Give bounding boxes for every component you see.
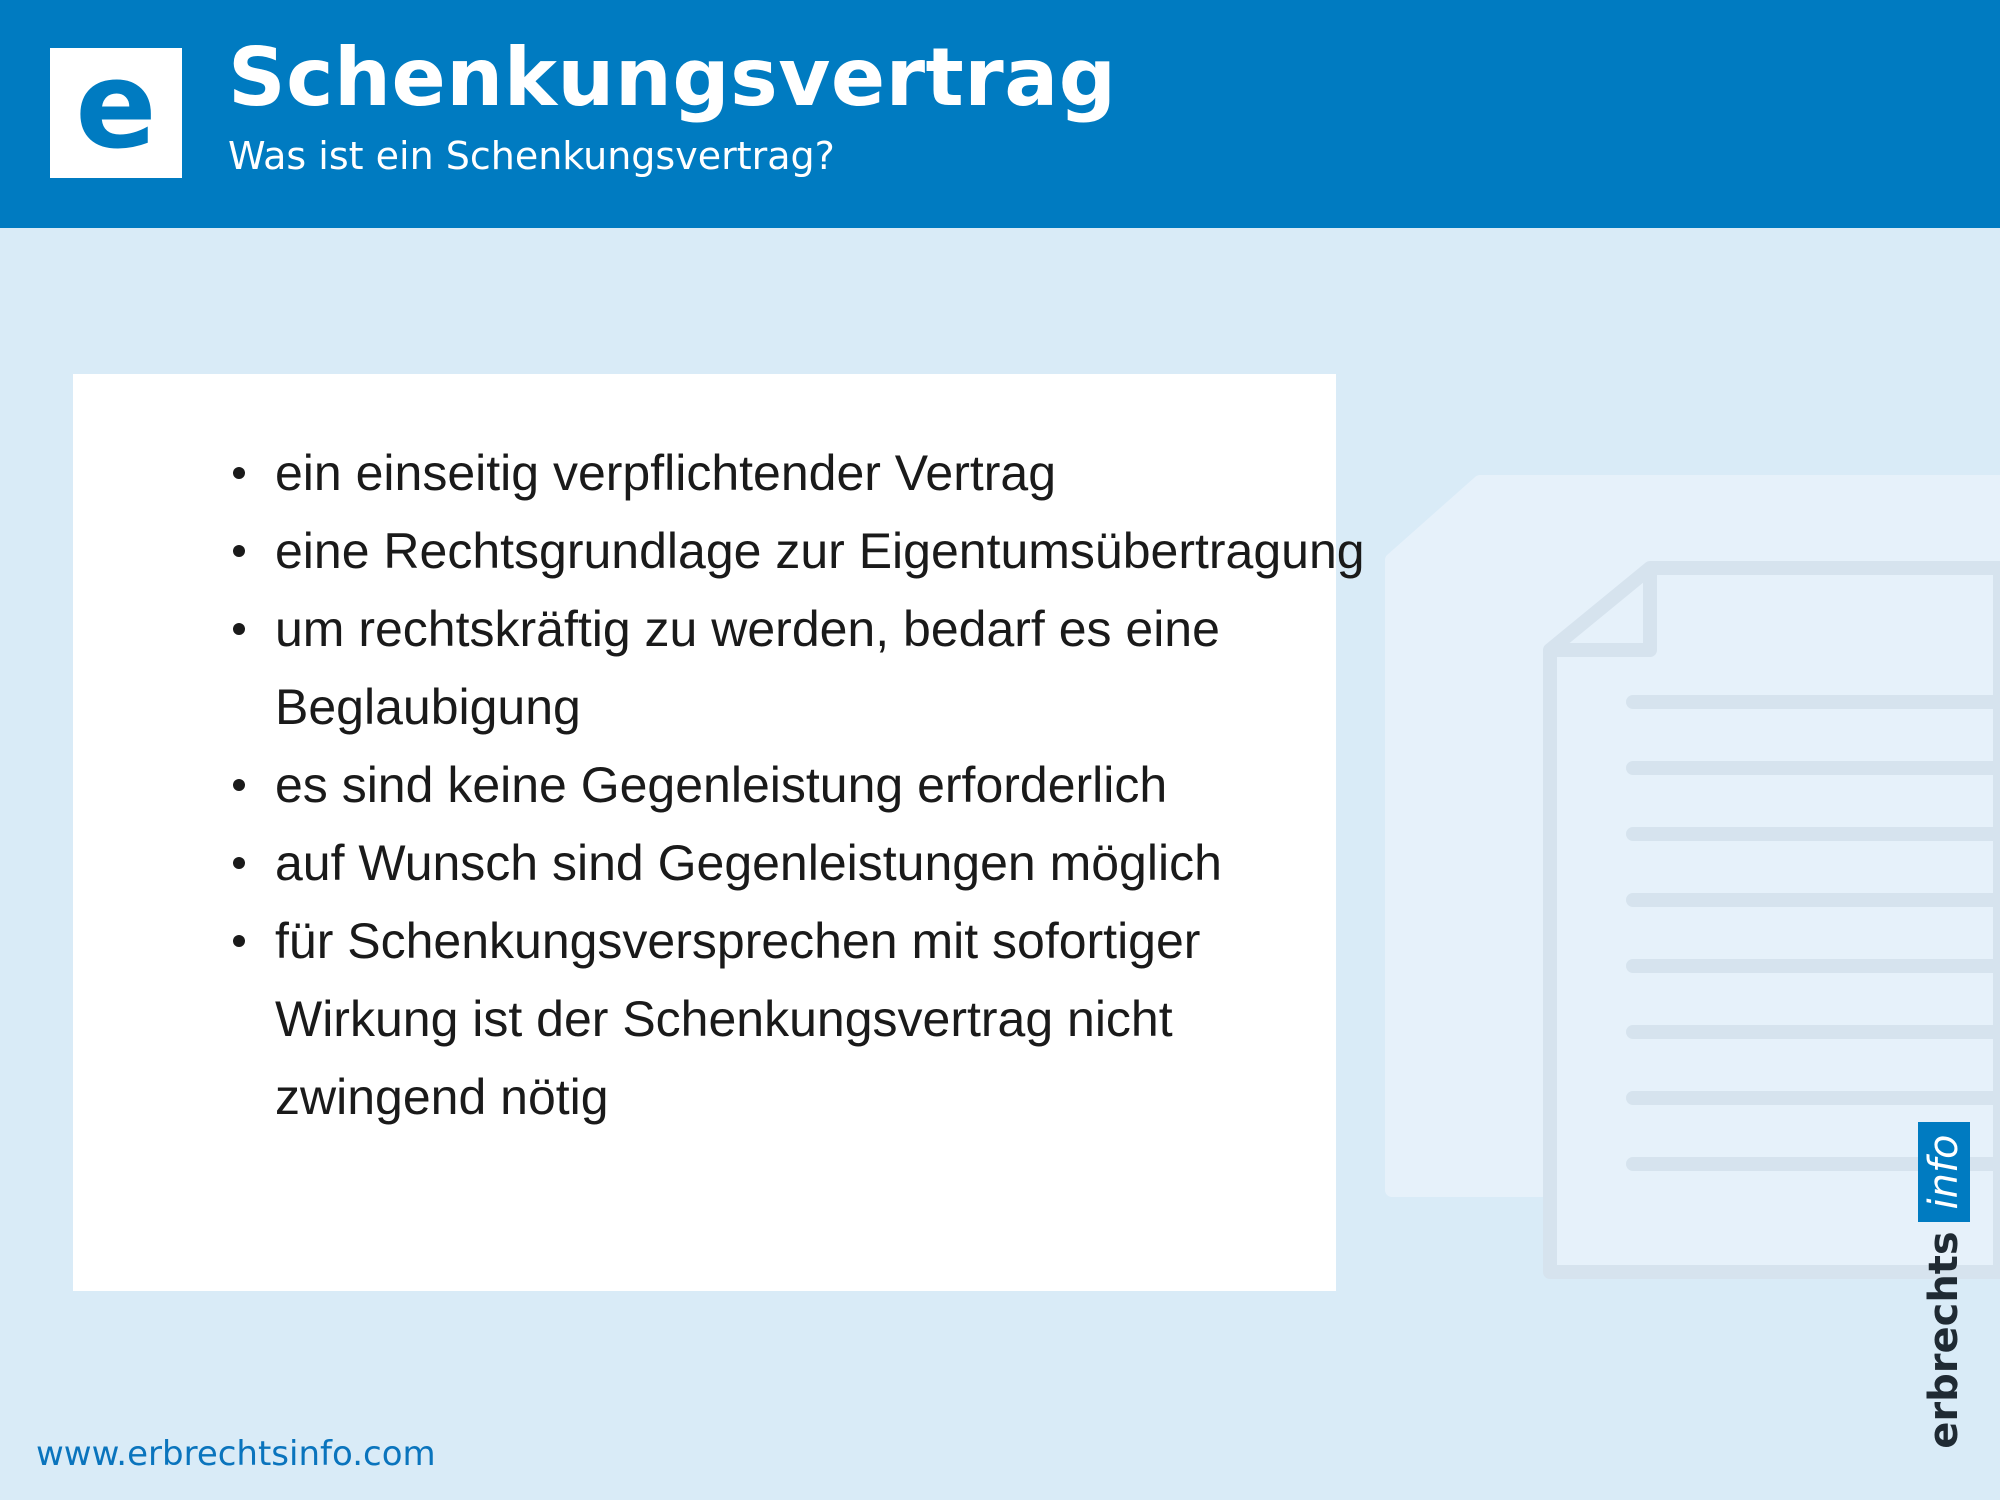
page-subtitle: Was ist ein Schenkungsvertrag?: [228, 134, 835, 178]
brand-info-box: [1918, 1122, 1970, 1222]
bullet-item: auf Wunsch sind Gegenleistungen möglich: [275, 824, 1385, 902]
footer-url[interactable]: www.erbrechtsinfo.com: [36, 1434, 436, 1474]
document-stack-icon: [1380, 470, 2000, 1290]
header-banner: [0, 0, 2000, 228]
logo-e-icon: [50, 37, 182, 178]
page-title: Schenkungsvertrag: [228, 31, 1117, 124]
logo-letter: e: [75, 37, 157, 176]
brand-erbrechts-text: erbrechts: [1921, 1230, 1967, 1449]
brand-logo: [1918, 1122, 1970, 1457]
brand-info-text: info: [1921, 1134, 1967, 1210]
content-card: [73, 374, 1365, 1291]
brand-erbrechts: [1918, 1222, 1970, 1457]
bullet-item: um rechtskräftig zu werden, bedarf es eine Beglaubigung: [275, 590, 1385, 746]
bullet-item: eine Rechtsgrundlage zur Eigentumsübertragung: [275, 512, 1385, 590]
bullet-list: [205, 434, 1385, 1136]
bullet-item: es sind keine Gegenleistung erforderlich: [275, 746, 1385, 824]
bullet-item: ein einseitig verpflichtender Vertrag: [275, 434, 1385, 512]
bullet-item: für Schenkungsversprechen mit sofortiger Wirkung ist der Schenkungsvertrag nicht zwingend nötig: [275, 902, 1385, 1136]
